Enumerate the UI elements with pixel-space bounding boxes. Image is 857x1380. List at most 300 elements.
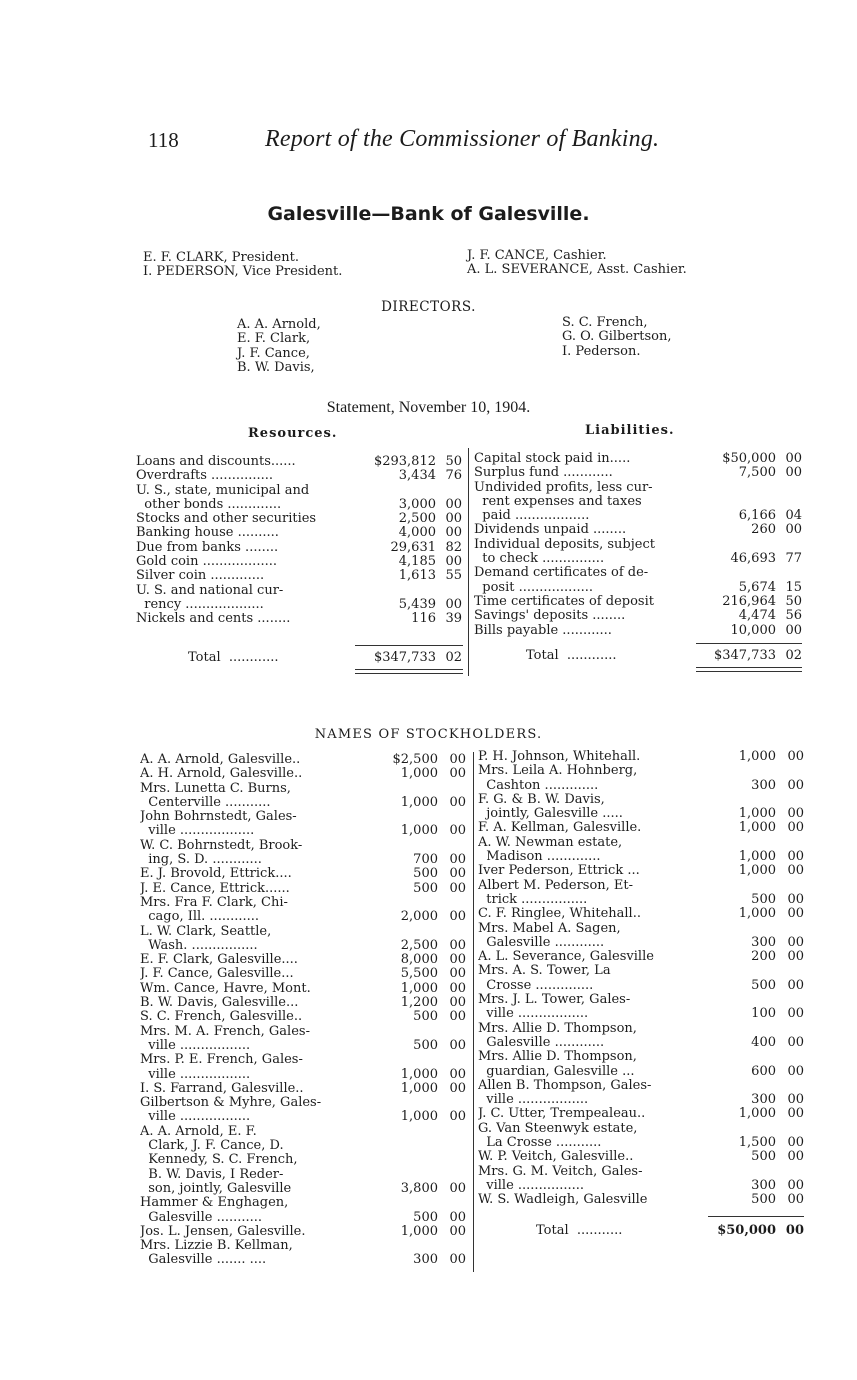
entry-label: Galesville ............ (478, 1035, 605, 1050)
officer-asst-cashier: A. L. SEVERANCE, Asst. Cashier. (467, 262, 687, 278)
entry-amount: 1,500 (738, 1135, 776, 1151)
resources-table (136, 455, 462, 627)
entry-amount: 500 (751, 977, 776, 993)
entry-amount: 500 (413, 1209, 438, 1225)
officer-president: E. F. CLARK, President. (143, 250, 299, 265)
ledger-row (478, 1093, 804, 1107)
ledger-row (136, 484, 462, 498)
ledger-row (478, 907, 804, 921)
entry-cents: 00 (787, 1034, 804, 1050)
officers-left (143, 251, 342, 280)
resources-total-rule (355, 645, 463, 646)
ledger-row (478, 1050, 804, 1064)
entry-label: son, jointly, Galesville (140, 1181, 292, 1196)
total-label: Total ............ (526, 649, 617, 663)
entry-cents: 77 (785, 551, 802, 567)
entry-cents: 56 (785, 608, 802, 624)
entry-amount: 1,000 (738, 820, 776, 836)
entry-label: Centerville ........... (140, 795, 271, 810)
ledger-row (140, 1182, 466, 1196)
ledger-row (140, 1082, 466, 1096)
entry-label: Mrs. J. L. Tower, Gales- (478, 993, 631, 1008)
entry-cents: 00 (449, 794, 466, 810)
entry-label: ville ................. (140, 1067, 251, 1082)
entry-cents: 00 (787, 949, 804, 965)
entry-amount: 1,000 (400, 980, 438, 996)
ledger-row (478, 750, 804, 764)
ledger-row (140, 882, 466, 896)
ledger-row (140, 753, 466, 767)
ledger-row (478, 1036, 804, 1050)
entry-label: Surplus fund ............ (474, 466, 613, 481)
entry-label: ville ................. (478, 1093, 589, 1108)
entry-label: F. A. Kellman, Galesville. (478, 821, 642, 836)
entry-amount: $2,500 (392, 752, 438, 767)
entry-label: Nickels and cents ........ (136, 612, 291, 627)
entry-label: ville ................ (478, 1178, 585, 1193)
page-number: 118 (148, 128, 179, 152)
entry-amount: 1,000 (738, 863, 776, 879)
entry-label: Allen B. Thompson, Gales- (478, 1078, 652, 1093)
ledger-row (478, 1007, 804, 1021)
entry-label: Undivided profits, less cur- (474, 480, 653, 495)
entry-amount: 3,434 (398, 468, 436, 484)
entry-cents: 00 (449, 1180, 466, 1196)
entry-amount: 6,166 (738, 508, 776, 524)
entry-cents: 00 (787, 1092, 804, 1108)
entry-label: Mrs. Mabel A. Sagen, (478, 921, 621, 936)
entry-cents: 00 (449, 823, 466, 839)
entry-amount: 500 (413, 880, 438, 896)
liabilities-double-rule (696, 667, 802, 668)
ledger-row (140, 1196, 466, 1210)
entry-label: P. H. Johnson, Whitehall. (478, 750, 641, 764)
entry-cents: 00 (449, 995, 466, 1011)
entry-amount: 1,000 (400, 794, 438, 810)
entry-label: ville ................. (140, 1038, 251, 1053)
director-name: A. A. Arnold, (237, 317, 321, 332)
entry-amount: $293,812 (373, 454, 436, 469)
entry-label: ville .................. (140, 824, 255, 839)
ledger-row (478, 1165, 804, 1179)
stockholders-left-list (140, 753, 466, 1268)
entry-cents: 00 (787, 777, 804, 793)
ledger-row (474, 595, 802, 609)
entry-cents: 00 (449, 1037, 466, 1053)
ledger-row (140, 939, 466, 953)
statement-column-divider (468, 448, 469, 676)
entry-label: to check ............... (474, 552, 605, 567)
entry-label: cago, Ill. ............ (140, 910, 260, 925)
entry-label: Mrs. Allie D. Thompson, (478, 1021, 637, 1036)
entry-amount: 8,000 (400, 952, 438, 968)
ledger-row (474, 538, 802, 552)
entry-label: Clark, J. F. Cance, D. (140, 1139, 284, 1154)
entry-label: posit .................. (474, 580, 593, 595)
entry-label: A. A. Arnold, E. F. (140, 1124, 257, 1139)
entry-label: Galesville ........... (140, 1210, 263, 1225)
total-cents: 00 (785, 1223, 804, 1238)
entry-label: J. C. Utter, Trempealeau.. (478, 1107, 646, 1122)
ledger-row (478, 864, 804, 878)
entry-cents: 00 (787, 906, 804, 922)
ledger-row (474, 609, 802, 623)
ledger-row (478, 793, 804, 807)
entry-label: G. Van Steenwyk estate, (478, 1121, 638, 1136)
entry-label: A. H. Arnold, Galesville.. (140, 767, 303, 782)
entry-amount: 300 (751, 777, 776, 793)
entry-label: Gilbertson & Myhre, Gales- (140, 1096, 322, 1111)
entry-cents: 00 (445, 511, 462, 527)
entry-cents: 00 (787, 806, 804, 822)
entry-amount: 200 (751, 949, 776, 965)
entry-label: paid .................. (474, 509, 590, 524)
entry-cents: 00 (445, 525, 462, 541)
entry-label: F. G. & B. W. Davis, (478, 792, 605, 807)
director-name: E. F. Clark, (237, 331, 311, 347)
ledger-row (136, 498, 462, 512)
ledger-row (136, 455, 462, 469)
entry-cents: 00 (787, 1177, 804, 1193)
entry-amount: 700 (413, 852, 438, 868)
entry-label: Banking house .......... (136, 526, 279, 541)
entry-amount: 1,000 (400, 1066, 438, 1082)
director-name: I. Pederson. (562, 343, 641, 359)
entry-label: B. W. Davis, Galesville... (140, 996, 299, 1011)
entry-amount: 1,000 (738, 806, 776, 822)
entry-amount: 1,000 (400, 1080, 438, 1096)
entry-label: other bonds ............. (136, 497, 282, 512)
ledger-row (136, 612, 462, 626)
entry-label: ville ................. (140, 1110, 251, 1125)
entry-label: Wash. ................ (140, 938, 258, 953)
ledger-row (136, 541, 462, 555)
ledger-row (140, 896, 466, 910)
entry-amount: 300 (413, 1252, 438, 1268)
total-label: Total ............ (188, 651, 279, 665)
ledger-row (478, 764, 804, 778)
entry-amount: 300 (751, 934, 776, 950)
entry-cents: 76 (445, 468, 462, 484)
ledger-row (474, 481, 802, 495)
entry-label: Iver Pederson, Ettrick ... (478, 864, 640, 879)
entry-label: J. F. Cance, Galesville... (140, 967, 294, 982)
ledger-row (140, 1239, 466, 1253)
entry-label: Stocks and other securities (136, 512, 317, 527)
ledger-row (478, 1136, 804, 1150)
entry-label: Individual deposits, subject (474, 537, 655, 552)
ledger-row (478, 1022, 804, 1036)
director-name: S. C. French, (562, 315, 648, 330)
entry-amount: 1,000 (400, 823, 438, 839)
entry-cents: 00 (445, 496, 462, 512)
ledger-row (140, 767, 466, 781)
ledger-row (140, 1225, 466, 1239)
entry-amount: 1,000 (738, 1106, 776, 1122)
ledger-row (140, 982, 466, 996)
entry-label: Time certificates of deposit (474, 594, 654, 609)
entry-label: Loans and discounts...... (136, 455, 296, 469)
ledger-row (140, 839, 466, 853)
total-cents: 02 (785, 648, 802, 663)
ledger-row (478, 1150, 804, 1164)
entry-label: trick ................ (478, 892, 588, 907)
officer-vice-president: I. PEDERSON, Vice President. (143, 264, 343, 280)
entry-cents: 00 (787, 1106, 804, 1122)
entry-amount: $50,000 (722, 451, 776, 466)
entry-cents: 00 (449, 1252, 466, 1268)
entry-amount: 500 (751, 891, 776, 907)
stockholders-column-divider (473, 752, 474, 1272)
ledger-row (474, 552, 802, 566)
ledger-row (478, 836, 804, 850)
entry-label: Dividends unpaid ........ (474, 523, 627, 538)
entry-amount: 1,000 (738, 906, 776, 922)
entry-label: Crosse .............. (478, 978, 594, 993)
ledger-row (140, 1211, 466, 1225)
entry-label: E. F. Clark, Galesville.... (140, 953, 298, 968)
liabilities-total-rule (696, 643, 802, 644)
ledger-row (136, 598, 462, 612)
entry-amount: 1,000 (400, 1109, 438, 1125)
entry-cents: 00 (449, 909, 466, 925)
ledger-row (474, 566, 802, 580)
ledger-row (140, 1010, 466, 1024)
ledger-row (478, 964, 804, 978)
entry-cents: 00 (787, 934, 804, 950)
entry-amount: 4,474 (738, 608, 776, 624)
entry-cents: 00 (787, 1135, 804, 1151)
entry-cents: 00 (449, 1223, 466, 1239)
ledger-row (136, 526, 462, 540)
entry-label: E. J. Brovold, Ettrick.... (140, 867, 292, 882)
entry-label: Madison ............. (478, 850, 601, 865)
ledger-row (478, 879, 804, 893)
ledger-row (136, 512, 462, 526)
entry-label: rent expenses and taxes (474, 494, 642, 509)
entry-label: rency ................... (136, 597, 264, 612)
liabilities-table (474, 452, 802, 638)
entry-amount: 46,693 (730, 551, 776, 567)
ledger-row (140, 1096, 466, 1110)
ledger-row (140, 1253, 466, 1267)
ledger-row (140, 810, 466, 824)
entry-cents: 00 (449, 1109, 466, 1125)
ledger-row (140, 967, 466, 981)
entry-cents: 00 (449, 752, 466, 767)
ledger-row (136, 584, 462, 598)
ledger-row (136, 569, 462, 583)
ledger-row (140, 910, 466, 924)
ledger-row (474, 466, 802, 480)
entry-label: Silver coin ............. (136, 569, 265, 584)
entry-label: A. A. Arnold, Galesville.. (140, 753, 301, 767)
entry-cents: 00 (787, 749, 804, 764)
entry-label: A. L. Severance, Galesville (478, 950, 654, 965)
officer-cashier: J. F. CANCE, Cashier. (467, 248, 607, 263)
entry-cents: 00 (787, 1149, 804, 1165)
bank-title: Galesville—Bank of Galesville. (267, 203, 590, 225)
ledger-row (478, 979, 804, 993)
ledger-row (136, 555, 462, 569)
entry-label: Overdrafts ............... (136, 469, 274, 484)
entry-label: Wm. Cance, Havre, Mont. (140, 981, 311, 996)
entry-amount: 1,000 (738, 749, 776, 764)
entry-label: Hammer & Enghagen, (140, 1196, 289, 1211)
entry-label: U. S., state, municipal and (136, 483, 310, 498)
ledger-row (478, 779, 804, 793)
entry-amount: 5,674 (738, 579, 776, 595)
entry-label: Mrs. P. E. French, Gales- (140, 1053, 303, 1068)
officers-right (467, 249, 687, 278)
entry-amount: 260 (751, 522, 776, 538)
entry-cents: 00 (449, 966, 466, 982)
entry-label: Galesville ............ (478, 935, 605, 950)
total-amount: $347,733 (373, 650, 436, 665)
ledger-row (140, 925, 466, 939)
entry-label: W. S. Wadleigh, Galesville (478, 1193, 648, 1208)
entry-label: S. C. French, Galesville.. (140, 1010, 303, 1025)
liabilities-double-rule (696, 671, 802, 672)
entry-cents: 00 (449, 1009, 466, 1025)
directors-right (562, 316, 672, 359)
ledger-row (478, 1193, 804, 1207)
entry-cents: 00 (445, 554, 462, 570)
ledger-row (478, 807, 804, 821)
ledger-row (478, 936, 804, 950)
directors-left (237, 318, 321, 375)
entry-amount: 1,000 (738, 849, 776, 865)
entry-label: John Bohrnstedt, Gales- (140, 810, 297, 825)
entry-amount: 1,613 (398, 568, 436, 584)
ledger-row (140, 853, 466, 867)
entry-cents: 55 (445, 568, 462, 584)
entry-amount: 5,500 (400, 966, 438, 982)
entry-amount: 5,439 (398, 596, 436, 612)
entry-label: C. F. Ringlee, Whitehall.. (478, 907, 641, 922)
entry-label: Mrs. A. S. Tower, La (478, 964, 611, 979)
entry-label: W. P. Veitch, Galesville.. (478, 1150, 634, 1165)
entry-cents: 39 (445, 611, 462, 627)
entry-label: ville ................. (478, 1007, 589, 1022)
resources-double-rule (355, 669, 463, 670)
entry-cents: 00 (787, 891, 804, 907)
entry-cents: 00 (449, 1066, 466, 1082)
entry-amount: 2,500 (400, 937, 438, 953)
entry-amount: 100 (751, 1006, 776, 1022)
entry-amount: 500 (413, 866, 438, 882)
entry-amount: 400 (751, 1034, 776, 1050)
entry-cents: 00 (449, 1209, 466, 1225)
director-name: G. O. Gilbertson, (562, 329, 672, 345)
entry-amount: 500 (751, 1149, 776, 1165)
entry-cents: 04 (785, 508, 802, 524)
entry-cents: 00 (449, 1080, 466, 1096)
entry-cents: 82 (445, 539, 462, 555)
entry-amount: 500 (751, 1192, 776, 1208)
entry-label: L. W. Clark, Seattle, (140, 924, 272, 939)
resources-total-row (188, 651, 462, 665)
entry-label: I. S. Farrand, Galesville.. (140, 1081, 304, 1096)
ledger-row (140, 1110, 466, 1124)
ledger-row (478, 1107, 804, 1121)
entry-amount: 10,000 (730, 622, 776, 638)
ledger-row (478, 922, 804, 936)
entry-label: Mrs. Fra F. Clark, Chi- (140, 895, 288, 910)
entry-amount: 1,000 (400, 1223, 438, 1239)
ledger-row (140, 824, 466, 838)
entry-amount: 500 (413, 1037, 438, 1053)
entry-cents: 00 (785, 622, 802, 638)
entry-label: La Crosse ........... (478, 1136, 602, 1151)
entry-label: Galesville ....... .... (140, 1253, 267, 1268)
ledger-row (478, 1079, 804, 1093)
entry-cents: 00 (787, 863, 804, 879)
ledger-row (140, 867, 466, 881)
entry-label: A. W. Newman estate, (478, 835, 623, 850)
ledger-row (140, 1053, 466, 1067)
resources-double-rule (355, 673, 463, 674)
entry-cents: 00 (787, 977, 804, 993)
director-name: B. W. Davis, (237, 359, 315, 375)
entry-label: Savings' deposits ........ (474, 609, 626, 624)
director-name: J. F. Cance, (237, 345, 310, 361)
entry-label: Kennedy, S. C. French, (140, 1153, 298, 1168)
ledger-row (140, 1139, 466, 1153)
entry-label: Jos. L. Jensen, Galesville. (140, 1224, 306, 1239)
entry-label: Gold coin .................. (136, 555, 277, 570)
total-cents: 02 (445, 650, 462, 665)
ledger-row (140, 1039, 466, 1053)
ledger-row (136, 469, 462, 483)
total-label: Total ........... (536, 1224, 623, 1238)
entry-label: J. E. Cance, Ettrick...... (140, 881, 290, 896)
entry-label: W. C. Bohrnstedt, Brook- (140, 838, 303, 853)
directors-heading: DIRECTORS. (381, 299, 476, 315)
entry-label: Mrs. M. A. French, Gales- (140, 1024, 310, 1039)
entry-cents: 00 (449, 937, 466, 953)
entry-amount: 216,964 (722, 593, 776, 609)
stockholders-right-list (478, 750, 804, 1208)
ledger-row (478, 950, 804, 964)
ledger-row (478, 850, 804, 864)
entry-cents: 00 (787, 1063, 804, 1079)
ledger-row (478, 821, 804, 835)
running-title: Report of the Commissioner of Banking. (265, 126, 660, 152)
total-amount: $50,000 (717, 1223, 776, 1238)
entry-cents: 00 (787, 820, 804, 836)
entry-label: jointly, Galesville ..... (478, 807, 623, 822)
entry-cents: 00 (449, 980, 466, 996)
ledger-row (474, 581, 802, 595)
stockholders-heading: NAMES OF STOCKHOLDERS. (314, 727, 543, 742)
entry-amount: 600 (751, 1063, 776, 1079)
total-amount: $347,733 (713, 648, 776, 663)
entry-amount: 29,631 (390, 539, 436, 555)
ledger-row (140, 782, 466, 796)
entry-label: Mrs. Lunetta C. Burns, (140, 781, 291, 796)
entry-cents: 00 (445, 596, 462, 612)
entry-label: Demand certificates of de- (474, 566, 649, 581)
entry-label: Mrs. Allie D. Thompson, (478, 1050, 637, 1065)
entry-label: guardian, Galesville ... (478, 1064, 635, 1079)
ledger-row (474, 624, 802, 638)
entry-label: U. S. and national cur- (136, 583, 284, 598)
ledger-row (478, 1179, 804, 1193)
entry-cents: 00 (785, 451, 802, 466)
ledger-row (140, 996, 466, 1010)
liabilities-total-row (526, 649, 802, 663)
